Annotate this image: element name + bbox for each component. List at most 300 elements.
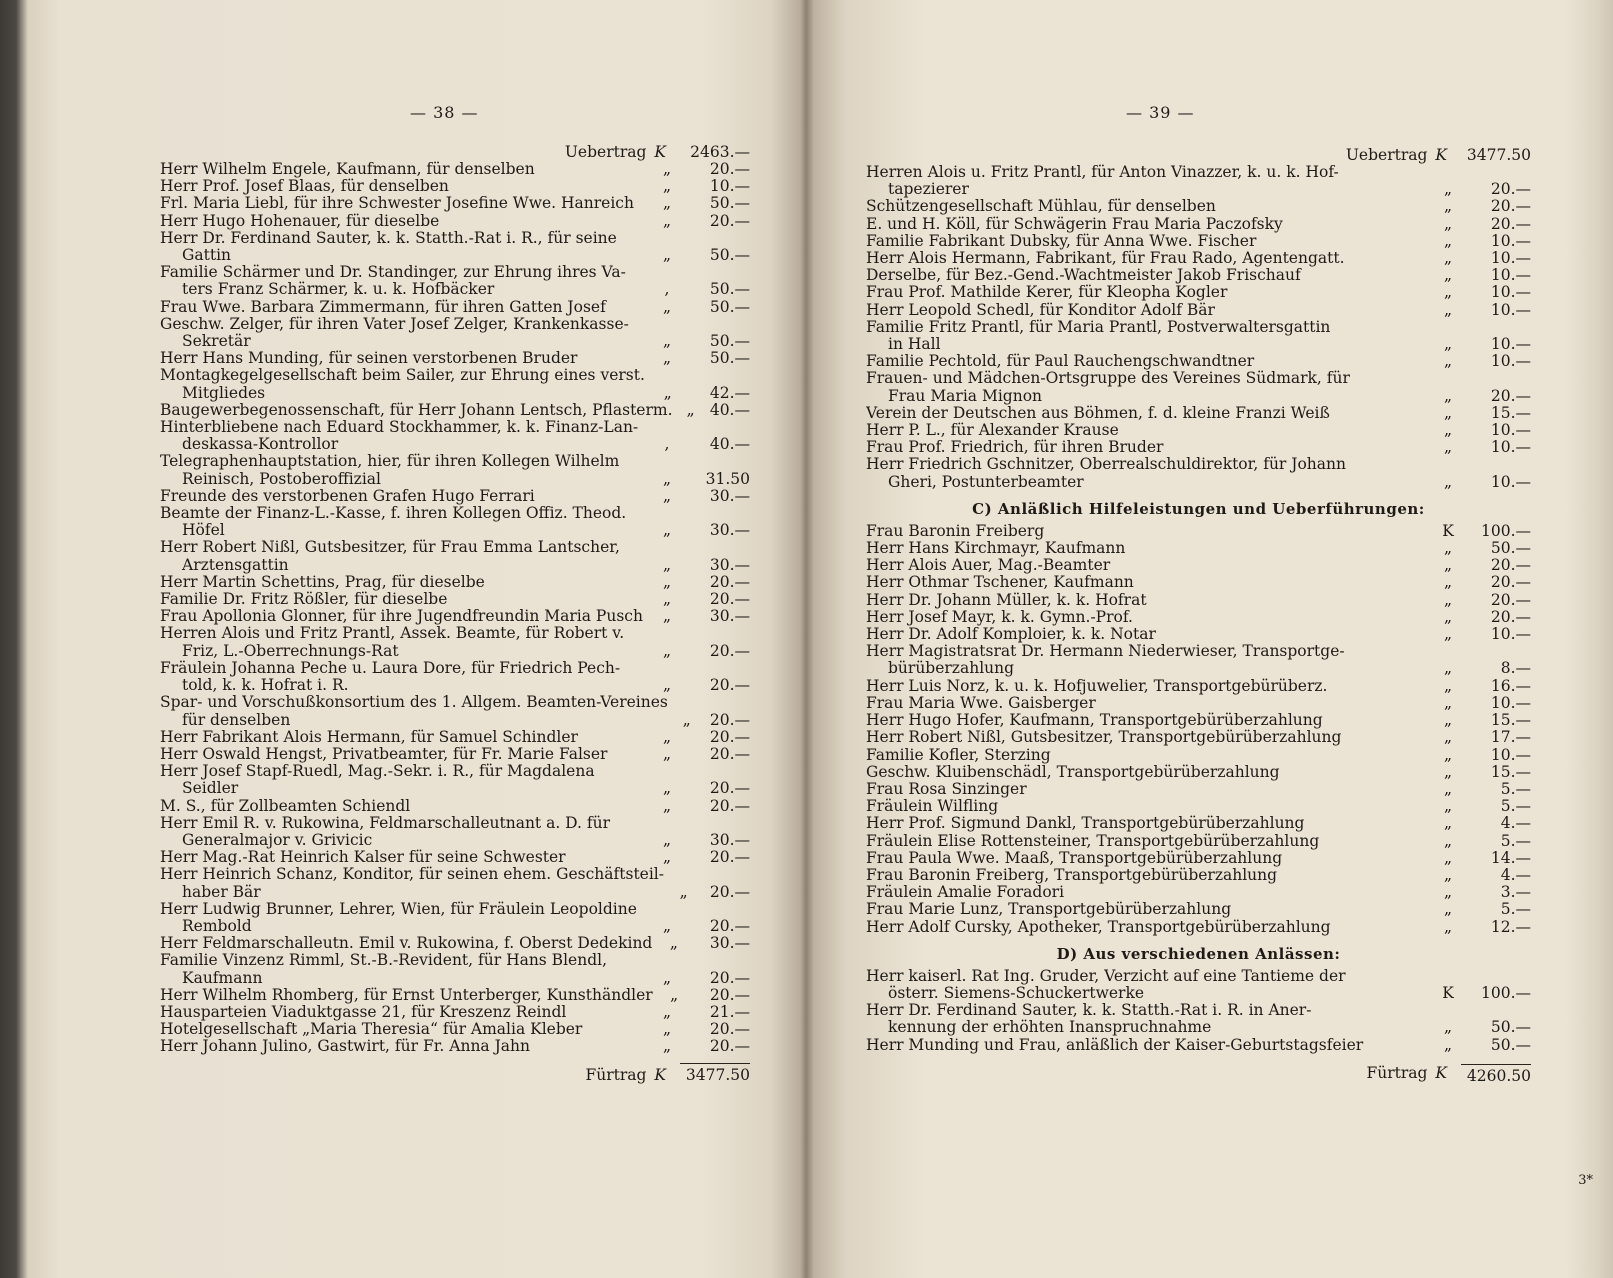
entry-amount: 50.— [709,332,750,351]
entry-amount: 10.— [1490,438,1531,457]
entry-line: Herr Hans Kirchmayr, Kaufmann [866,540,1126,558]
list-item [866,540,1531,557]
entry-amount: 20.— [1490,573,1531,592]
entry-text [866,557,1431,574]
ditto-mark: „ [1443,900,1453,919]
list-item [866,833,1531,850]
entry-line: Verein der Deutschen aus Böhmen, f. d. kleine Franzi Weiß [866,404,1330,422]
list-item [866,456,1531,490]
entry-text [866,815,1431,832]
entry-amount: 50.— [709,246,750,265]
ditto-mark: „ [662,968,672,987]
entry-line: Herr Munding und Frau, anläßlich der Kaiser-Geburtstagsfeier [866,1036,1364,1054]
entry-line: Fräulein Amalie Foradori [866,884,1065,902]
ditto-mark: „ [662,246,672,265]
carried-over-amount: 3477.50 [1466,146,1531,164]
entry-text [160,987,659,1004]
ditto-mark: „ [1443,472,1453,491]
section-c-heading: C) Anläßlich Hilfeleistungen und Ueberführungen: [972,499,1425,518]
entry-line: Baugewerbegenossenschaft, für Herr Johann Lentsch, Pflasterm. [160,401,673,419]
ditto-mark: „ [1443,231,1453,250]
list-item [866,884,1531,901]
entry-line: Frau Paula Wwe. Maaß, Transportgebürüberzahlung [866,849,1283,867]
list-item [160,195,750,212]
list-item [866,729,1531,746]
list-item [160,367,750,401]
entry-amount: 10.— [1490,335,1531,354]
entry-line: Hausparteien Viaduktgasse 21, für Kreszenz Reindl [160,1003,567,1021]
entry-line: Herren Alois und Fritz Prantl, Assek. Beamte, für Robert v. [160,625,625,643]
entry-line: Generalmajor v. Grivicic [182,831,373,849]
list-item [160,694,750,728]
list-item [160,419,750,453]
list-item [866,781,1531,798]
entry-amount: 10.— [1490,472,1531,491]
currency-symbol: K [1435,1063,1447,1082]
entry-line: Herr Leopold Schedl, für Konditor Adolf Bär [866,301,1215,319]
entry-line: Herr Johann Julino, Gastwirt, für Fr. Anna Jahn [160,1038,531,1056]
ditto-mark: „ [1443,848,1453,867]
entry-text [866,216,1431,233]
entry-amount: 20.— [1490,197,1531,216]
entry-line: Herr Ludwig Brunner, Lehrer, Wien, für Fräulein Leopoldine [160,900,637,918]
carry-forward-amount: 3477.50 [680,1063,750,1084]
entry-line: ters Franz Schärmer, k. u. k. Hofbäcker [182,281,495,299]
entry-text [160,505,650,539]
carried-over-row [160,143,750,161]
entry-line: E. und H. Köll, für Schwägerin Frau Maria Paczofsky [866,215,1283,233]
entry-line: Herr Martin Schettins, Prag, für dieselbe [160,573,485,591]
entry-text [160,608,650,625]
entry-amount: 20.— [1490,386,1531,405]
entry-line: Frau Maria Mignon [888,387,1043,405]
entry-text [866,523,1431,540]
list-item [160,402,750,419]
entry-line: Geschw. Kluibenschädl, Transportgebürüberzahlung [866,763,1280,781]
ditto-mark: , [664,280,670,299]
entry-text [866,405,1431,422]
list-item [160,901,750,935]
ditto-mark: „ [1443,386,1453,405]
entry-line: tapezierer [888,181,969,199]
list-item [160,488,750,505]
entry-line: Reinisch, Postoberoffizial [182,470,381,488]
entry-amount: 30.— [709,934,750,953]
ditto-mark: „ [1443,625,1453,644]
entry-line: Gheri, Postunterbeamter [888,473,1084,491]
entry-amount: 8.— [1500,659,1531,678]
carried-over-label: Uebertrag [564,143,647,161]
list-item [866,850,1531,867]
entry-amount: 20.— [709,985,750,1004]
entry-amount: 20.— [709,727,750,746]
ditto-mark: „ [1443,865,1453,884]
list-item [866,198,1531,215]
entry-line: Herr kaiserl. Rat Ing. Gruder, Verzicht auf eine Tantieme der [866,967,1346,985]
list-item [160,316,750,350]
ditto-mark: „ [662,916,672,935]
carried-over-amount: 2463.— [690,143,750,161]
entry-line: haber Bär [182,883,261,901]
entry-amount: 14.— [1490,848,1531,867]
list-item [866,626,1531,643]
entry-line: Frau Marie Lunz, Transportgebürüberzahlung [866,901,1232,919]
entry-text [866,729,1431,746]
entry-line: Herr Fabrikant Alois Hermann, für Samuel Schindler [160,728,578,746]
entry-line: Herr Prof. Josef Blaas, für denselben [160,178,449,196]
entry-amount: 10.— [1490,693,1531,712]
list-item [160,625,750,659]
ditto-mark: „ [1443,590,1453,609]
ditto-mark: „ [662,160,672,178]
entry-amount: 31.50 [705,469,750,488]
entry-amount: 20.— [709,882,750,901]
entry-text [866,1037,1431,1054]
entry-line: Mitgliedes [182,384,266,402]
entry-text [160,367,651,401]
list-item [866,919,1531,936]
page-number: — 39 — [1126,103,1195,122]
entry-line: Seidler [182,780,239,798]
ditto-mark: „ [662,332,672,351]
entry-line: Herr Wilhelm Engele, Kaufmann, für denselben [160,161,535,178]
ditto-mark: „ [662,607,672,626]
entry-text [160,815,650,849]
ditto-mark: K [1442,983,1454,1002]
entry-amount: 20.— [709,676,750,695]
entry-text [866,164,1431,198]
entry-amount: 50.— [709,297,750,316]
entry-line: Montagkegelgesellschaft beim Sailer, zur Ehrung eines verst. [160,367,645,385]
entry-text [160,1021,650,1038]
list-item [160,230,750,264]
list-item [160,815,750,849]
entry-amount: 5.— [1500,779,1531,798]
entry-line: Herr P. L., für Alexander Krause [866,422,1119,440]
list-item [866,405,1531,422]
entry-line: österr. Siemens-Schuckertwerke [888,984,1145,1002]
ditto-mark: „ [686,400,695,419]
entry-amount: 20.— [1490,214,1531,233]
entry-line: Herr Dr. Ferdinand Sauter, k. k. Statth.-Rat i. R., für seine [160,229,617,247]
entry-line: Frau Prof. Mathilde Kerer, für Kleopha Kogler [866,284,1228,302]
entry-amount: 20.— [709,710,750,729]
entry-amount: 20.— [1490,556,1531,575]
entry-line: Herr Feldmarschalleutn. Emil v. Rukowina, f. Oberst Dedekind [160,935,653,953]
entry-line: Herr Josef Stapf-Ruedl, Mag.-Sekr. i. R., für Magdalena [160,763,595,781]
entry-line: Frau Rosa Sinzinger [866,780,1027,798]
entry-text [866,370,1431,404]
ditto-mark: „ [662,744,672,763]
list-item [160,591,750,608]
entry-text [866,267,1431,284]
list-item [866,798,1531,815]
ditto-mark: „ [1443,831,1453,850]
entry-line: Familie Fritz Prantl, für Maria Prantl, Postverwaltersgattin [866,318,1331,336]
list-item [866,764,1531,781]
entry-amount: 20.— [709,590,750,609]
entry-text [160,402,679,419]
entry-amount: 10.— [1490,421,1531,440]
entry-text [160,574,650,591]
entry-line: Beamte der Finanz-L.-Kasse, f. ihren Kollegen Offiz. Theod. [160,505,627,523]
ditto-mark: „ [1443,438,1453,457]
entry-text [866,319,1431,353]
entry-line: Frau Baronin Freiberg [866,522,1045,540]
entry-amount: 4.— [1500,814,1531,833]
entry-line: Herr Wilhelm Rhomberg, für Ernst Unterberger, Kunsthändler [160,986,653,1004]
entry-line: Freunde des verstorbenen Grafen Hugo Ferrari [160,487,535,505]
entry-text [160,419,650,453]
entry-text [160,901,650,935]
entry-text [866,353,1431,370]
entry-text [866,250,1431,267]
entry-amount: 17.— [1490,728,1531,747]
currency-symbol: K [654,143,666,161]
entry-line: Rembold [182,917,252,935]
entry-text [160,591,650,608]
entry-amount: 20.— [1490,180,1531,199]
ditto-mark: „ [1443,659,1453,678]
ditto-mark: „ [662,796,672,815]
entry-line: told, k. k. Hofrat i. R. [182,677,349,695]
entry-line: Herr Heinrich Schanz, Konditor, für seinen ehem. Geschäftsteil- [160,866,664,884]
list-item [866,1037,1531,1054]
ditto-mark: „ [662,779,672,798]
ditto-mark: „ [662,590,672,609]
entry-text [866,302,1431,319]
entry-amount: 42.— [709,383,750,402]
entry-amount: 20.— [709,744,750,763]
entry-text [866,1002,1431,1036]
entry-amount: 10.— [1490,249,1531,268]
entry-text [866,456,1431,490]
entry-amount: 20.— [709,1037,750,1056]
ditto-mark: „ [1443,283,1453,302]
entry-text [866,574,1431,591]
entry-line: Arztensgattin [182,556,289,574]
entry-line: Herr Hans Munding, für seinen verstorbenen Bruder [160,350,578,368]
list-item [866,302,1531,319]
entry-text [866,678,1431,695]
list-item [866,250,1531,267]
entry-amount: 100.— [1480,983,1531,1002]
entry-line: bürüberzahlung [888,660,1015,678]
entry-text [160,763,650,797]
list-item [866,267,1531,284]
ditto-mark: „ [662,1020,672,1039]
entry-amount: 20.— [709,211,750,230]
entry-line: kennung der erhöhten Inanspruchnahme [888,1019,1212,1037]
entry-text [866,764,1431,781]
ditto-mark: „ [662,555,672,574]
list-item [866,695,1531,712]
entry-text [160,798,650,815]
entry-amount: 20.— [709,572,750,591]
entry-amount: 50.— [1490,539,1531,558]
ditto-mark: „ [662,641,672,660]
ditto-mark: „ [1443,300,1453,319]
entry-text [866,712,1431,729]
ditto-mark: „ [669,934,678,953]
list-item [866,284,1531,301]
ditto-mark: „ [1443,266,1453,285]
list-item [160,763,750,797]
entry-amount: 20.— [709,796,750,815]
ditto-mark: „ [662,727,672,746]
entry-amount: 10.— [1490,745,1531,764]
entry-amount: 30.— [709,607,750,626]
list-item [866,747,1531,764]
entry-text [866,592,1431,609]
list-item [866,968,1531,1002]
carry-forward-row [866,1063,1531,1085]
ditto-mark: „ [1443,214,1453,233]
entry-line: Herr Hugo Hofer, Kaufmann, Transportgebürüberzahlung [866,712,1323,730]
ditto-mark: „ [1443,197,1453,216]
entry-line: Herr Dr. Adolf Komploier, k. k. Notar [866,626,1156,644]
entry-text [866,439,1431,456]
entry-amount: 10.— [1490,352,1531,371]
entry-line: Herr Oswald Hengst, Privatbeamter, für Fr. Marie Falser [160,745,608,763]
entry-line: Spar- und Vorschußkonsortium des 1. Allgem. Beamten-Vereines [160,694,668,712]
entry-line: Frau Prof. Friedrich, für ihren Bruder [866,439,1164,457]
list-item [160,660,750,694]
entry-line: Herr Magistratsrat Dr. Hermann Niederwieser, Transportge- [866,643,1345,661]
entry-text [160,488,650,505]
list-item [160,746,750,763]
entry-amount: 20.— [1490,590,1531,609]
page-number: — 38 — [410,103,479,122]
entry-line: Frau Wwe. Barbara Zimmermann, für ihren Gatten Josef [160,298,606,316]
list-item [866,439,1531,456]
entry-line: Herr Luis Norz, k. u. k. Hofjuwelier, Transportgebürüberz. [866,677,1328,695]
entry-line: Herr Robert Nißl, Gutsbesitzer, für Frau Emma Lantscher, [160,539,620,557]
list-item [866,216,1531,233]
carried-over-label: Uebertrag [1345,146,1428,164]
entry-line: Schützengesellschaft Mühlau, für denselben [866,198,1216,216]
entry-amount: 40.— [709,435,750,454]
list-item [160,935,750,952]
list-item [866,901,1531,918]
list-item [866,233,1531,250]
list-item [160,987,750,1004]
entry-amount: 20.— [1490,607,1531,626]
entry-amount: 10.— [709,177,750,196]
entry-text [866,850,1431,867]
entry-line: Herr Emil R. v. Rukowina, Feldmarschalleutnant a. D. für [160,814,611,832]
ditto-mark: „ [662,486,672,505]
entry-text [160,694,674,728]
entry-text [866,919,1431,936]
entry-text [160,178,650,195]
ditto-mark: „ [662,349,672,368]
entry-text [160,299,650,316]
entry-amount: 15.— [1490,762,1531,781]
ditto-mark: „ [662,177,672,196]
list-item [866,609,1531,626]
entry-amount: 20.— [709,641,750,660]
ditto-mark: , [664,435,670,454]
entry-line: Hinterbliebene nach Eduard Stockhammer, k. k. Finanz-Lan- [160,419,639,437]
entry-line: Herr Mag.-Rat Heinrich Kalser für seine Schwester [160,849,566,867]
entry-line: Herr Josef Mayr, k. k. Gymn.-Prof. [866,608,1133,626]
entry-text [866,198,1431,215]
entry-text [866,643,1431,677]
entry-line: Herr Alois Auer, Mag.-Beamter [866,557,1111,575]
entry-amount: 10.— [1490,283,1531,302]
entry-line: Derselbe, für Bez.-Gend.-Wachtmeister Jakob Frischauf [866,267,1301,285]
donation-list [866,146,1531,1085]
entry-line: Herren Alois u. Fritz Prantl, für Anton Vinazzer, k. u. k. Hof- [866,164,1339,181]
ditto-mark: „ [1443,421,1453,440]
entry-text [160,213,650,230]
entry-amount: 50.— [1490,1035,1531,1054]
list-item [160,1004,750,1021]
ditto-mark: „ [682,710,691,729]
entry-line: Herr Hugo Hohenauer, für dieselbe [160,212,440,230]
entry-line: für denselben [182,711,291,729]
entry-text [160,453,650,487]
list-item [866,867,1531,884]
entry-text [866,540,1431,557]
carry-forward-label: Fürtrag [585,1065,647,1084]
ditto-mark: „ [1443,573,1453,592]
list-item [160,539,750,573]
list-item [160,849,750,866]
currency-symbol: K [1435,146,1447,164]
entry-text [866,833,1431,850]
ditto-mark: „ [1443,797,1453,816]
entry-amount: 15.— [1490,403,1531,422]
ditto-mark: „ [1443,607,1453,626]
ditto-mark: „ [1443,917,1453,936]
entry-line: Herr Prof. Sigmund Dankl, Transportgebürüberzahlung [866,815,1305,833]
ditto-mark: „ [1443,180,1453,199]
entry-text [160,866,670,900]
ditto-mark: „ [1443,539,1453,558]
ditto-mark: „ [1443,335,1453,354]
entry-amount: 3.— [1500,883,1531,902]
entry-line: Telegraphenhauptstation, hier, für ihren Kollegen Wilhelm [160,453,620,471]
entry-amount: 50.— [709,280,750,299]
entry-text [866,284,1431,301]
list-item [866,422,1531,439]
list-item [160,952,750,986]
list-item [160,608,750,625]
list-item [866,523,1531,540]
list-item [866,319,1531,353]
entry-text [866,798,1431,815]
entry-amount: 10.— [1490,625,1531,644]
carried-over-row [866,146,1531,164]
ditto-mark: „ [1443,676,1453,695]
ditto-mark: „ [1443,1018,1453,1037]
list-item [160,213,750,230]
section-d-entries [866,968,1531,1054]
entry-line: Familie Schärmer und Dr. Standinger, zur Ehrung ihres Va- [160,264,626,282]
entry-line: Geschw. Zelger, für ihren Vater Josef Zelger, Krankenkasse- [160,315,629,333]
entry-text [160,729,650,746]
list-item [866,370,1531,404]
ditto-mark: K [1442,521,1454,540]
entry-line: Frauen- und Mädchen-Ortsgruppe des Vereines Südmark, für [866,370,1350,388]
entry-line: Höfel [182,522,225,540]
entry-line: Herr Robert Nißl, Gutsbesitzer, Transportgebürüberzahlung [866,729,1342,747]
entry-text [160,625,650,659]
list-item [160,729,750,746]
entry-line: Familie Pechtold, für Paul Rauchengschwandtner [866,353,1255,371]
